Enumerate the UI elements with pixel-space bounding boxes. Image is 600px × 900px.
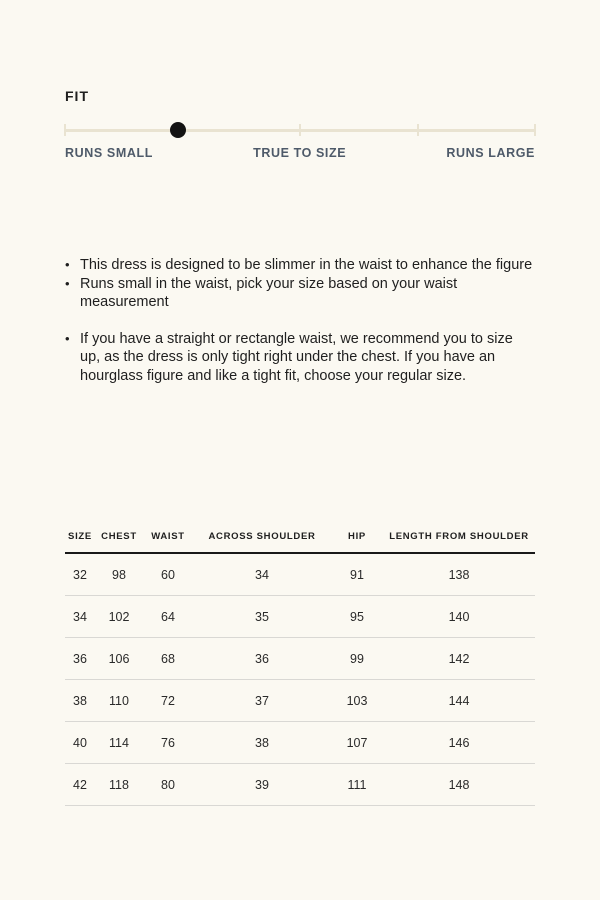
fit-slider (65, 122, 535, 138)
size-chart-table (65, 520, 535, 806)
cell-chest: 98 (95, 553, 143, 596)
cell-hip: 111 (331, 764, 383, 806)
fit-notes-group (65, 330, 535, 386)
fit-note: • Runs small in the waist, pick your size based on your waist measurement (65, 275, 535, 312)
fit-note: • This dress is designed to be slimmer in the waist to enhance the figure (65, 256, 535, 275)
fit-label-runs-small: RUNS SMALL (65, 146, 153, 160)
cell-size: 34 (65, 596, 95, 638)
cell-length-from-shoulder: 146 (383, 722, 535, 764)
cell-hip: 103 (331, 680, 383, 722)
cell-waist: 64 (143, 596, 193, 638)
fit-indicator-section (65, 0, 535, 160)
cell-chest: 106 (95, 638, 143, 680)
cell-across-shoulder: 34 (193, 553, 331, 596)
cell-length-from-shoulder: 138 (383, 553, 535, 596)
cell-across-shoulder: 35 (193, 596, 331, 638)
column-header-size: SIZE (65, 520, 95, 553)
fit-notes-group (65, 256, 535, 312)
cell-hip: 91 (331, 553, 383, 596)
table-row (65, 764, 535, 806)
cell-across-shoulder: 36 (193, 638, 331, 680)
table-row (65, 680, 535, 722)
cell-chest: 110 (95, 680, 143, 722)
cell-hip: 107 (331, 722, 383, 764)
cell-chest: 118 (95, 764, 143, 806)
column-header-across-shoulder: ACROSS SHOULDER (193, 520, 331, 553)
table-row (65, 553, 535, 596)
column-header-length-from-shoulder: LENGTH FROM SHOULDER (383, 520, 535, 553)
table-row (65, 596, 535, 638)
fit-slider-tick (417, 124, 419, 136)
cell-size: 32 (65, 553, 95, 596)
cell-hip: 99 (331, 638, 383, 680)
fit-slider-tick (299, 124, 301, 136)
fit-notes-section (65, 256, 535, 385)
fit-slider-tick (534, 124, 536, 136)
fit-label-runs-large: RUNS LARGE (446, 146, 535, 160)
cell-length-from-shoulder: 142 (383, 638, 535, 680)
column-header-chest: CHEST (95, 520, 143, 553)
cell-chest: 114 (95, 722, 143, 764)
cell-waist: 76 (143, 722, 193, 764)
cell-across-shoulder: 38 (193, 722, 331, 764)
cell-hip: 95 (331, 596, 383, 638)
fit-scale-labels (65, 146, 535, 160)
cell-chest: 102 (95, 596, 143, 638)
fit-slider-track (65, 129, 535, 132)
fit-slider-tick (64, 124, 66, 136)
cell-size: 40 (65, 722, 95, 764)
cell-across-shoulder: 37 (193, 680, 331, 722)
cell-length-from-shoulder: 140 (383, 596, 535, 638)
cell-size: 38 (65, 680, 95, 722)
cell-size: 42 (65, 764, 95, 806)
column-header-hip: HIP (331, 520, 383, 553)
cell-waist: 72 (143, 680, 193, 722)
cell-waist: 68 (143, 638, 193, 680)
fit-note: • If you have a straight or rectangle waist, we recommend you to size up, as the dress is only tight right under the chest. If you have an hourglass figure and like a tight fit, choose your regular size. (65, 330, 535, 386)
column-header-waist: WAIST (143, 520, 193, 553)
table-row (65, 722, 535, 764)
cell-length-from-shoulder: 144 (383, 680, 535, 722)
fit-heading: FIT (65, 88, 89, 104)
cell-waist: 80 (143, 764, 193, 806)
cell-size: 36 (65, 638, 95, 680)
fit-label-true-to-size: TRUE TO SIZE (253, 146, 347, 160)
fit-slider-dot (170, 122, 186, 138)
size-chart-header-row (65, 520, 535, 553)
cell-length-from-shoulder: 148 (383, 764, 535, 806)
cell-across-shoulder: 39 (193, 764, 331, 806)
cell-waist: 60 (143, 553, 193, 596)
table-row (65, 638, 535, 680)
